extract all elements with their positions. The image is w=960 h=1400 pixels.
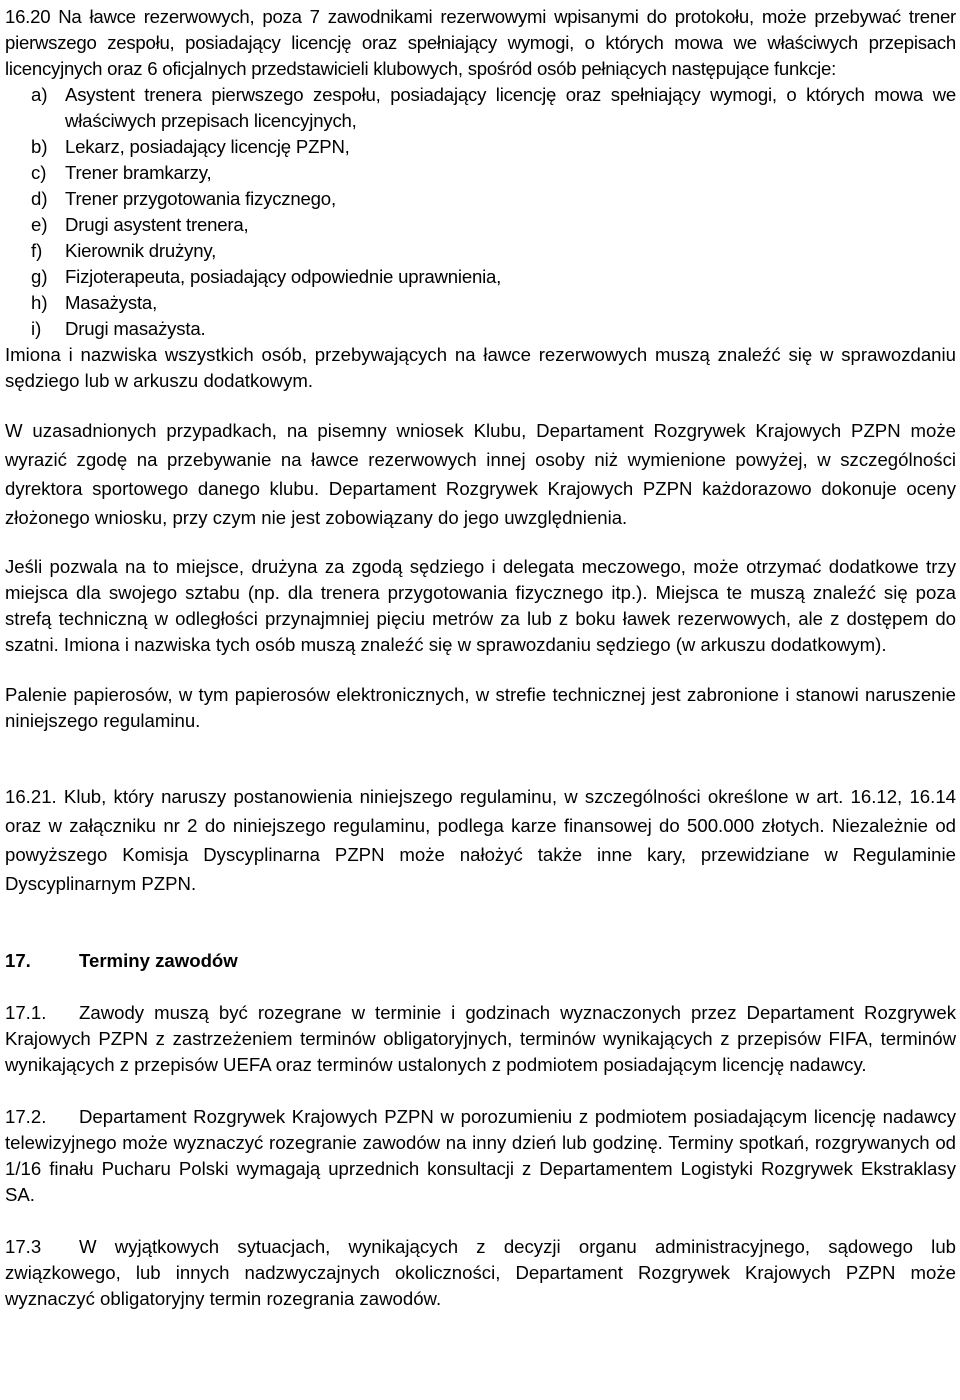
list-marker: d) — [31, 188, 48, 209]
section-17-number: 17. — [5, 950, 31, 971]
section-17-3-number: 17.3 — [5, 1236, 42, 1257]
list-item-text: Fizjoterapeuta, posiadający odpowiednie uprawnienia, — [65, 266, 502, 287]
section-16-21: 16.21. Klub, który naruszy postanowienia niniejszego regulaminu, w szczególności określone w art. 16.12, 16.14 oraz w załączniku nr 2 do niniejszego regulaminu, podlega karze finansowej do 500.000 złotych. Niezależnie od powyższego Komisja Dyscyplinarna PZPN może nałożyć także inne kary, przewidziane w Regulaminie Dyscyplinarnym PZPN. — [5, 786, 956, 894]
list-item — [31, 290, 956, 316]
list-item — [31, 82, 956, 134]
list-marker: b) — [31, 136, 48, 157]
section-17-1 — [5, 1000, 956, 1078]
list-item — [31, 264, 956, 290]
section-17-title: Terminy zawodów — [79, 950, 238, 971]
section-16-20-names-note: Imiona i nazwiska wszystkich osób, przebywających na ławce rezerwowych muszą znaleźć się w sprawozdaniu sędziego lub w arkuszu dodatkowym. — [5, 344, 956, 391]
document-page — [5, 4, 956, 1312]
section-16-20-paragraph-2: W uzasadnionych przypadkach, na pisemny wniosek Klubu, Departament Rozgrywek Krajowych PZPN może wyrazić zgodę na przebywanie na ławce rezerwowych innej osoby niż wymienione powyżej, w szczególności dyrektora sportowego danego klubu. Departament Rozgrywek Krajowych PZPN każdorazowo dokonuje oceny złożonego wniosku, przy czym nie jest zobowiązany do jego uwzględnienia. — [5, 420, 956, 528]
list-item-text: Masażysta, — [65, 292, 158, 313]
section-17-3 — [5, 1234, 956, 1312]
list-item — [31, 186, 956, 212]
section-17-2 — [5, 1104, 956, 1208]
section-16-20-intro: 16.20 Na ławce rezerwowych, poza 7 zawodnikami rezerwowymi wpisanymi do protokołu, może przebywać trener pierwszego zespołu, posiadający licencję oraz spełniający wymogi, o których mowa we właściwych przepisach licencyjnych oraz 6 oficjalnych przedstawicieli klubowych, spośród osób pełniących następujące funkcje: — [5, 6, 956, 79]
list-marker: g) — [31, 266, 48, 287]
section-16-20-paragraph-4: Palenie papierosów, w tym papierosów elektronicznych, w strefie technicznej jest zabronione i stanowi naruszenie niniejszego regulaminu. — [5, 684, 956, 731]
list-item — [31, 160, 956, 186]
section-17-2-number: 17.2. — [5, 1106, 47, 1127]
list-item-text: Trener przygotowania fizycznego, — [65, 188, 336, 209]
list-item — [31, 212, 956, 238]
bench-functions-list — [5, 82, 956, 342]
section-17-heading — [5, 948, 956, 974]
list-marker: h) — [31, 292, 48, 313]
list-item-text: Asystent trenera pierwszego zespołu, posiadający licencję oraz spełniający wymogi, o których mowa we właściwych przepisach licencyjnych, — [65, 84, 956, 131]
list-item — [31, 316, 956, 342]
list-item-text: Kierownik drużyny, — [65, 240, 217, 261]
list-marker: c) — [31, 162, 47, 183]
list-item — [31, 238, 956, 264]
section-17-1-number: 17.1. — [5, 1002, 47, 1023]
list-marker: e) — [31, 214, 48, 235]
list-item-text: Drugi masażysta. — [65, 318, 206, 339]
list-item-text: Drugi asystent trenera, — [65, 214, 249, 235]
list-marker: a) — [31, 84, 48, 105]
list-item-text: Lekarz, posiadający licencję PZPN, — [65, 136, 350, 157]
list-marker: f) — [31, 240, 43, 261]
list-item — [31, 134, 956, 160]
section-17-1-text: Zawody muszą być rozegrane w terminie i godzinach wyznaczonych przez Departament Rozgrywek Krajowych PZPN z zastrzeżeniem terminów obligatoryjnych, terminów wynikających z przepisów FIFA, terminów wynikających z przepisów UEFA oraz terminów ustalonych z podmiotem posiadającym licencję nadawcy. — [5, 1002, 956, 1075]
section-16-20-paragraph-3: Jeśli pozwala na to miejsce, drużyna za zgodą sędziego i delegata meczowego, może otrzymać dodatkowe trzy miejsca dla swojego sztabu (np. dla trenera przygotowania fizycznego itp.). Miejsca te muszą znaleźć się poza strefą techniczną w odległości przynajmniej pięciu metrów za lub z boku ławek rezerwowych, ale z dostępem do szatni. Imiona i nazwiska tych osób muszą znaleźć się w sprawozdaniu sędziego (w arkuszu dodatkowym). — [5, 556, 956, 655]
list-marker: i) — [31, 318, 42, 339]
list-item-text: Trener bramkarzy, — [65, 162, 212, 183]
section-17-3-text: W wyjątkowych sytuacjach, wynikających z decyzji organu administracyjnego, sądowego lub związkowego, lub innych nadzwyczajnych okoliczności, Departament Rozgrywek Krajowych PZPN może wyznaczyć obligatoryjny termin rozegrania zawodów. — [5, 1236, 956, 1309]
section-17-2-text: Departament Rozgrywek Krajowych PZPN w porozumieniu z podmiotem posiadającym licencję nadawcy telewizyjnego może wyznaczyć rozegranie zawodów na inny dzień lub godzinę. Terminy spotkań, rozgrywanych od 1/16 finału Pucharu Polski wymagają uprzednich konsultacji z Departamentem Logistyki Rozgrywek Ekstraklasy SA. — [5, 1106, 956, 1205]
